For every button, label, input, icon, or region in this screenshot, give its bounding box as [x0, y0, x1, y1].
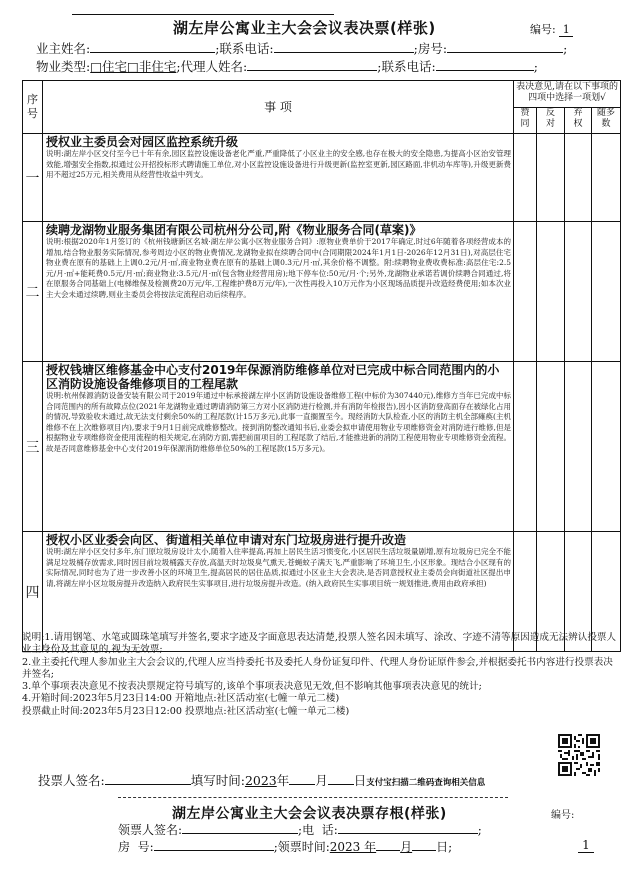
option-abstain: 弃权 [565, 108, 592, 134]
vote-table [22, 80, 621, 652]
item-cell [43, 222, 514, 362]
item-seq: 二 [23, 222, 43, 362]
note-2: 2.业主委托代理人参加业主大会会议的,代理人应当持委托书及委托人身份证复印件、代理人身份证原件参会,并根据委托书内容进行投票表决并签名; [22, 656, 613, 680]
voter-name-label: 投票人签名: [38, 773, 105, 788]
item-description: 说明:杭州保源消防设备安装有限公司于2019年通过中标承接湖左岸小区消防设施设备维修工程(中标价为307440元),维修方当年已完成中标合同范围内的所有故障点位(2021年龙湖物业通过聘请消防第三方对小区消防进行检测,并有消防年检报告),因小区消防登高面存在被绿化占用的情况,导致验收未通过,故无法支付剩余50%的工程尾款(计15万多元),此事一直搁置至今。现经消防大队检查,小区的消防主机全部瘫痪(主机维修不在上次维修项目内),要求于9月1日前完成维修整改。接到消防整改通知书后,业委会拟申请使用物业专项维修资金对消防进行维修,但是根据物业专项维修资金使用流程的相关规定,在消防方面,需把前面项目的工程尾款了结后,才能推进新的消防工程使用物业专项维修资金流程。故是否同意维修基金中心支付2019年保源消防维修单位50%的工程尾款(15万多元)。 [46, 391, 511, 453]
vote-majority-cell[interactable] [592, 222, 621, 362]
alipay-note: 支付宝扫描二维码查询相关信息 [366, 778, 486, 788]
stub-room-field[interactable] [154, 838, 274, 851]
agent-name-field[interactable] [247, 58, 377, 71]
notes-block [22, 632, 620, 718]
vote-abstain-cell[interactable] [565, 134, 592, 222]
table-row [23, 134, 621, 222]
seq-header: 序号 [23, 81, 43, 134]
agent-name-label: ;代理人姓名: [176, 59, 248, 74]
property-type-label: 物业类型: [36, 59, 91, 74]
ballot-number-label: 编号: [530, 23, 556, 36]
qr-code-icon[interactable] [558, 734, 600, 776]
stub-receive-day: 日; [436, 840, 453, 854]
note-4: 4.开箱时间:2023年5月23日14:00 开箱地点:社区活动室(七幢一单元二楼) [22, 693, 340, 705]
vote-abstain-cell[interactable] [565, 222, 592, 362]
fill-day-field[interactable] [328, 772, 354, 785]
stub-title: 湖左岸公寓业主大会会议表决票存根(样张) [172, 806, 447, 822]
item-cell [43, 134, 514, 222]
vote-oppose-cell[interactable] [537, 222, 565, 362]
room-label: ;房号: [413, 41, 448, 56]
item-title: 授权业主委员会对园区监控系统升级 [46, 135, 239, 149]
owner-name-field[interactable] [90, 40, 215, 53]
property-info-line: 物业类型:□住宅□非住宅;代理人姓名: ;联系电话: ; [36, 59, 538, 74]
voter-signature-line [38, 771, 485, 789]
owner-info-line: 业主姓名: ;联系电话: ;房号: ; [36, 41, 568, 56]
month-char: 月 [315, 773, 328, 788]
item-title: 授权小区业委会向区、街道相关单位申请对东门垃圾房进行提升改造 [46, 533, 407, 547]
item-description: 说明:湖左岸小区交付至今已十年有余,园区监控设施设备老化严重,严重降低了小区业主的安全感,也存在极大的安全隐患,为提高小区治安管理效能,增强安全指数,拟通过公开招投标形式聘请施工单位,对小区监控设施设备进行升级更新(监控室更新,园区路面,非机动车库等),升级更新费用不超过25万元,相关费用从经营性收益中列支。 [46, 149, 511, 180]
owner-phone-label: ;联系电话: [215, 41, 274, 56]
item-title: 续聘龙湖物业服务集团有限公司杭州分公司,附《物业服务合同(草案)》 [46, 223, 422, 237]
day-char: 日 [353, 773, 367, 788]
fill-month-field[interactable] [289, 772, 315, 785]
cut-line-divider [118, 797, 508, 798]
stub-phone-field[interactable] [338, 821, 478, 834]
item-seq: 四 [23, 532, 43, 652]
ballot-number-value: 1 [559, 23, 573, 37]
non-residential-checkbox[interactable]: □非住宅 [127, 59, 177, 74]
stub-receive-month: 月 [400, 840, 413, 854]
stub-receive-year: 2023 年 [329, 840, 377, 854]
item-description: 说明:根据2020年1月签订的《杭州钱塘新区名城·湖左岸公寓小区物业服务合同》:原物业费单价于2017年确定,时过6年随着各项经营成本的增加,结合物业服务实际情况,参考周边小区的物业费情况,龙湖物业拟在续聘合同中(合同期限2024年1月1日-2026年12月31日),对高层住宅物业费在原有的基础上上调0.2元/月·㎡,商业物业费在原有的基础上调0.3元/月·㎡,其余价格不调整。附:续聘物业费收费标准:高层住宅:2.5元/月·㎡+能耗费0.5元/月·㎡;商业物业:3.5元/月·㎡(包含物业经营用房);地下停车位:50元/月·个;另外,龙湖物业承诺若调价续聘合同通过,将在原服务合同基础上(电梯维保及检测费20万元/年,工程维护费8万元/年),一次性再投入10万元作为小区现场品质提升改造经费使用;如本次业主大会未通过续聘,则业主委员会将按法定流程启动后续程序。 [46, 237, 511, 299]
stub-recipient-field[interactable] [182, 821, 298, 834]
stub-room-label: 房 号: [118, 840, 154, 854]
stub-receive-time-label: ;领票时间: [273, 840, 330, 854]
option-agree: 赞同 [514, 108, 537, 134]
item-title: 授权钱塘区维修基金中心支付2019年保源消防维修单位对已完成中标合同范围内的小区消防设施设备维修项目的工程尾款 [46, 363, 500, 391]
table-row [23, 362, 621, 532]
owner-name-label: 业主姓名: [36, 41, 91, 56]
item-description: 说明:湖左岸小区交付多年,东门原垃圾房设计太小,随着入住率提高,再加上居民生活习惯变化,小区居民生活垃圾量剧增,原有垃圾房已完全不能满足垃圾桶存放需求,同时因目前垃圾桶露天存放,高温天时垃圾臭气熏天,苍蝇蚊子满天飞,严重影响了环境卫生,小区形象。现结合小区现有的实际情况,同时也为了进一步改善小区的环境卫生,提高居民的居住品质,拟通过小区业主大会表决,是否同意授权业主委员会向街道社区提出申请,将湖左岸小区垃圾房提升改造纳入政府民生实事项目,进行垃圾房提升改造。(纳入政府民生实事项目统一规划推进,费用由政府承担) [46, 547, 511, 588]
vote-abstain-cell[interactable] [565, 362, 592, 532]
vote-oppose-cell[interactable] [537, 362, 565, 532]
item-seq: 三 [23, 362, 43, 532]
vote-agree-cell[interactable] [514, 222, 537, 362]
stub-room-line [118, 838, 452, 856]
vote-majority-cell[interactable] [592, 362, 621, 532]
option-oppose: 反对 [537, 108, 565, 134]
agent-phone-label: ;联系电话: [377, 59, 436, 74]
stub-number-value: 1 [578, 838, 594, 853]
residential-checkbox[interactable]: □住宅 [90, 59, 128, 74]
stub-day-field[interactable] [412, 838, 436, 851]
stub-number-label: 编号: [551, 810, 575, 821]
voter-name-field[interactable] [105, 772, 191, 785]
item-seq: 一 [23, 134, 43, 222]
header-top-rule [72, 14, 334, 15]
agent-phone-field[interactable] [436, 58, 534, 71]
ballot-number [530, 21, 573, 37]
matter-header: 事 项 [43, 81, 514, 134]
item-cell [43, 362, 514, 532]
note-5: 投票截止时间:2023年5月23日12:00 投票地点:社区活动室(七幢一单元二楼) [22, 705, 350, 717]
year-char: 年 [276, 773, 290, 788]
vote-instruction: 表决意见,请在以下事项的四项中选择一项划√ [514, 81, 621, 108]
stub-month-field[interactable] [376, 838, 400, 851]
note-3: 3.单个事项表决意见不按表决票规定符号填写的,该单个事项表决意见无效,但不影响其他事项表决意见的统计; [22, 681, 482, 693]
stub-phone-label: ;电 话: [298, 823, 338, 837]
fill-time-label: 填写时间: [190, 773, 245, 788]
stub-recipient-label: 领票人签名: [118, 823, 183, 837]
stub-recipient-line: 领票人签名: ;电 话: ; [118, 823, 482, 837]
vote-agree-cell[interactable] [514, 134, 537, 222]
vote-agree-cell[interactable] [514, 362, 537, 532]
vote-majority-cell[interactable] [592, 134, 621, 222]
fill-year: 2023 [244, 773, 277, 788]
option-majority: 随多数 [592, 108, 621, 134]
ballot-title: 湖左岸公寓业主大会会议表决票(样张) [173, 19, 436, 37]
room-field[interactable] [447, 40, 563, 53]
note-1: 说明:1.请用钢笔、水笔或圆珠笔填写并签名,要求字迹及字面意思表达清楚,投票人签名因未填写、涂改、字迹不清等原因造成无法辨认投票人业主身份及其意见的,视为无效票; [22, 632, 617, 656]
owner-phone-field[interactable] [274, 40, 414, 53]
table-row [23, 222, 621, 362]
vote-oppose-cell[interactable] [537, 134, 565, 222]
